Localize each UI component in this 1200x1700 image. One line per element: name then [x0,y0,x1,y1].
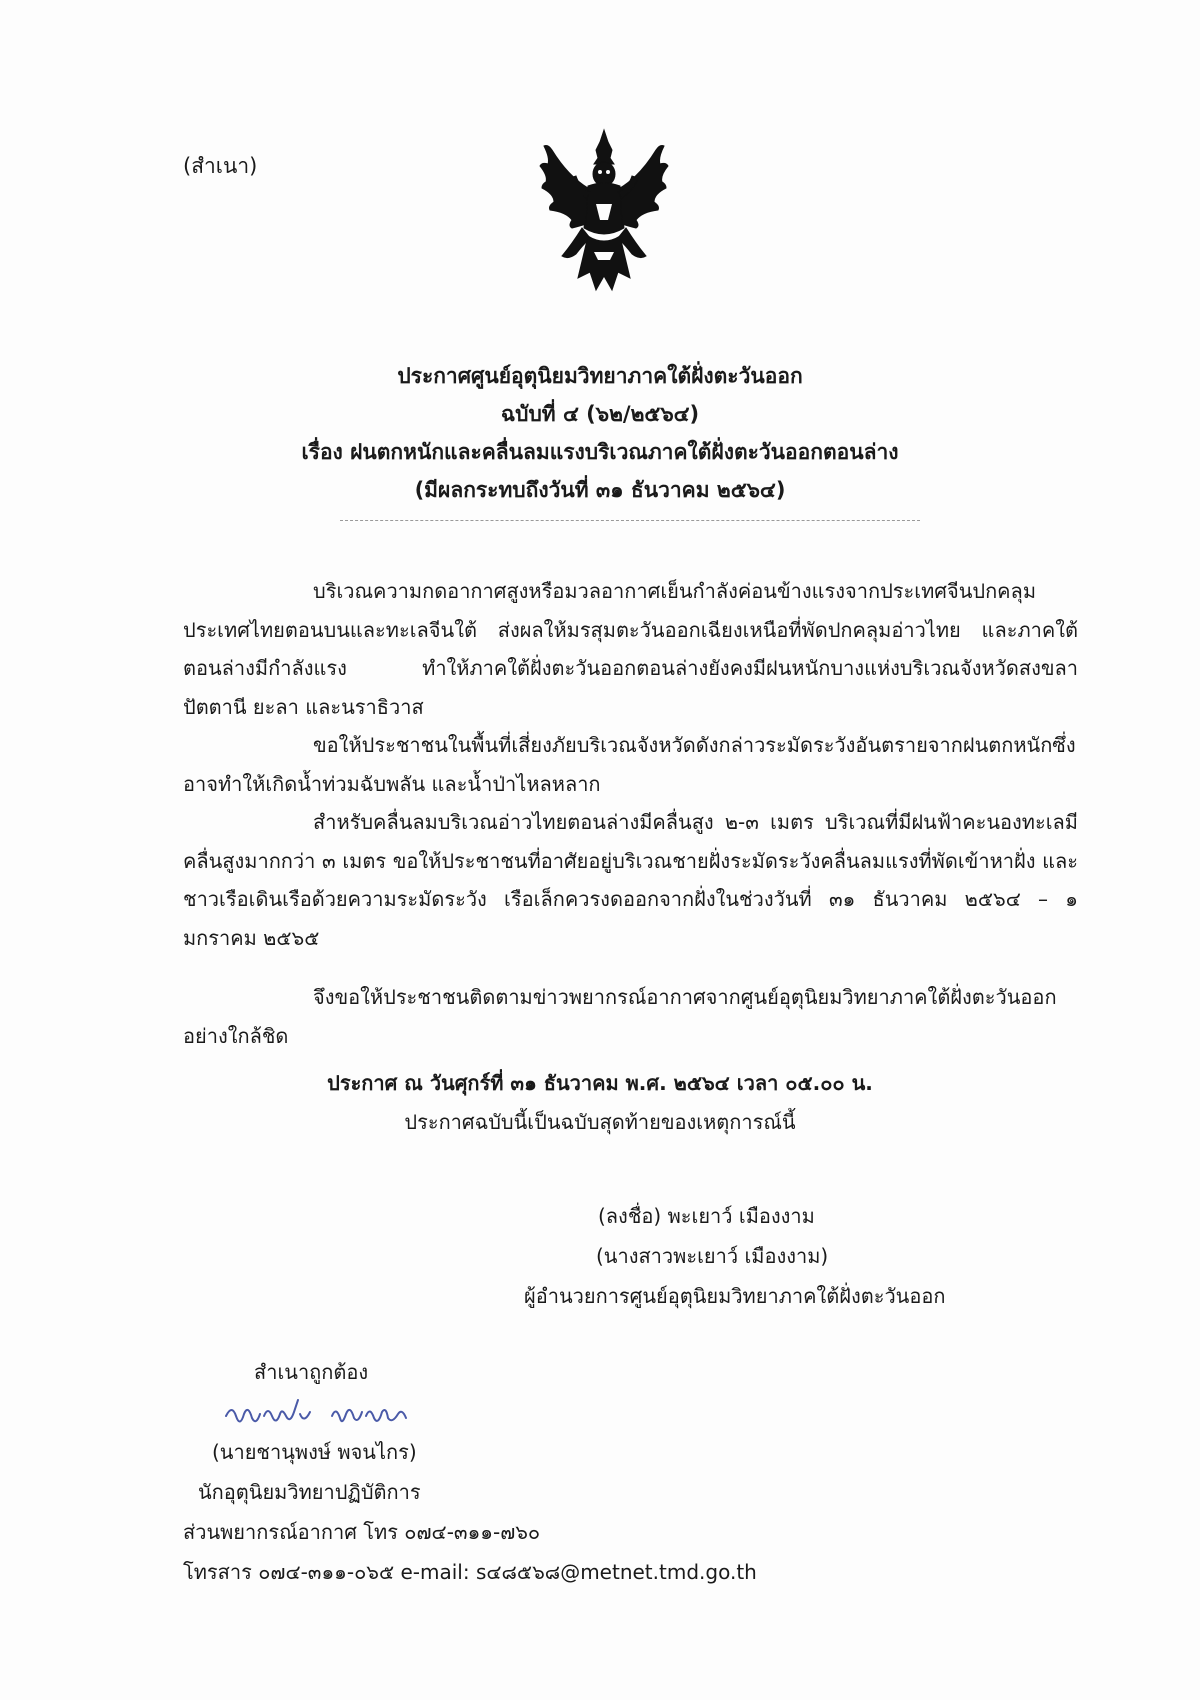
announcement-subject: เรื่อง ฝนตกหนักและคลื่นลมแรงบริเวณภาคใต้ฝั่งตะวันออกตอนล่าง [301,440,899,464]
certified-copy-label: สำเนาถูกต้อง [254,1360,369,1384]
body-paragraph-3: สำหรับคลื่นลมบริเวณอ่าวไทยตอนล่างมีคลื่นสูง ๒-๓ เมตร บริเวณที่มีฝนฟ้าคะนองทะเลมีคลื่นสูงมากกว่า ๓ เมตร ขอให้ประชาชนที่อาศัยอยู่บริเวณชายฝั่งระมัดระวังคลื่นลมแรงที่พัดเข้าหาฝั่ง และชาวเรือเดินเรือด้วยความระมัดระวัง เรือเล็กควรงดออกจากฝั่งในช่วงวันที่ ๓๑ ธันวาคม ๒๕๖๔ – ๑ มกราคม ๒๕๖๕ [183,810,1078,950]
signer-full-name: (นางสาวพะเยาว์ เมืองงาม) [596,1244,829,1268]
final-notice: ประกาศฉบับนี้เป็นฉบับสุดท้ายของเหตุการณ์นี้ [404,1110,796,1134]
signer-position: ผู้อำนวยการศูนย์อุตุนิยมวิทยาภาคใต้ฝั่งตะวันออก [524,1284,946,1308]
fax-email: โทรสาร ๐๗๔-๓๑๑-๐๖๕ e-mail: s๔๘๕๖๘@metnet.tmd.go.th [183,1560,757,1584]
signed-line: (ลงชื่อ) พะเยาว์ เมืองงาม [598,1204,815,1228]
garuda-emblem-icon [538,128,670,296]
body-paragraph-4: จึงขอให้ประชาชนติดตามข่าวพยากรณ์อากาศจากศูนย์อุตุนิยมวิทยาภาคใต้ฝั่งตะวันออกอย่างใกล้ชิด [183,985,1057,1048]
certifier-title: นักอุตุนิยมวิทยาปฏิบัติการ [198,1480,421,1504]
announcement-issue: ฉบับที่ ๔ (๖๒/๒๕๖๔) [500,402,700,426]
body-paragraph-1: บริเวณความกดอากาศสูงหรือมวลอากาศเย็นกำลังค่อนข้างแรงจากประเทศจีนปกคลุมประเทศไทยตอนบนและทะเลจีนใต้ ส่งผลให้มรสุมตะวันออกเฉียงเหนือที่พัดปกคลุมอ่าวไทย และภาคใต้ตอนล่างมีกำลังแรง ทำให้ภาคใต้ฝั่งตะวันออกตอนล่างยังคงมีฝนหนักบางแห่งบริเวณจังหวัดสงขลา ปัตตานี ยะลา และนราธิวาส [183,579,1078,719]
divider [340,520,920,521]
copy-mark: (สำเนา) [183,154,258,178]
handwritten-signature [222,1396,412,1436]
announcement-title: ประกาศศูนย์อุตุนิยมวิทยาภาคใต้ฝั่งตะวันออก [397,364,803,388]
announcement-effective-date: (มีผลกระทบถึงวันที่ ๓๑ ธันวาคม ๒๕๖๔) [414,478,786,502]
announcement-date-line: ประกาศ ณ วันศุกร์ที่ ๓๑ ธันวาคม พ.ศ. ๒๕๖๔ เวลา ๐๕.๐๐ น. [327,1071,873,1095]
body-paragraph-2: ขอให้ประชาชนในพื้นที่เสี่ยงภัยบริเวณจังหวัดดังกล่าวระมัดระวังอันตรายจากฝนตกหนักซึ่งอาจทำให้เกิดน้ำท่วมฉับพลัน และน้ำป่าไหลหลาก [183,733,1076,796]
department-phone: ส่วนพยากรณ์อากาศ โทร ๐๗๔-๓๑๑-๗๖๐ [183,1520,541,1544]
certifier-name: (นายชานุพงษ์ พจนไกร) [212,1440,417,1464]
